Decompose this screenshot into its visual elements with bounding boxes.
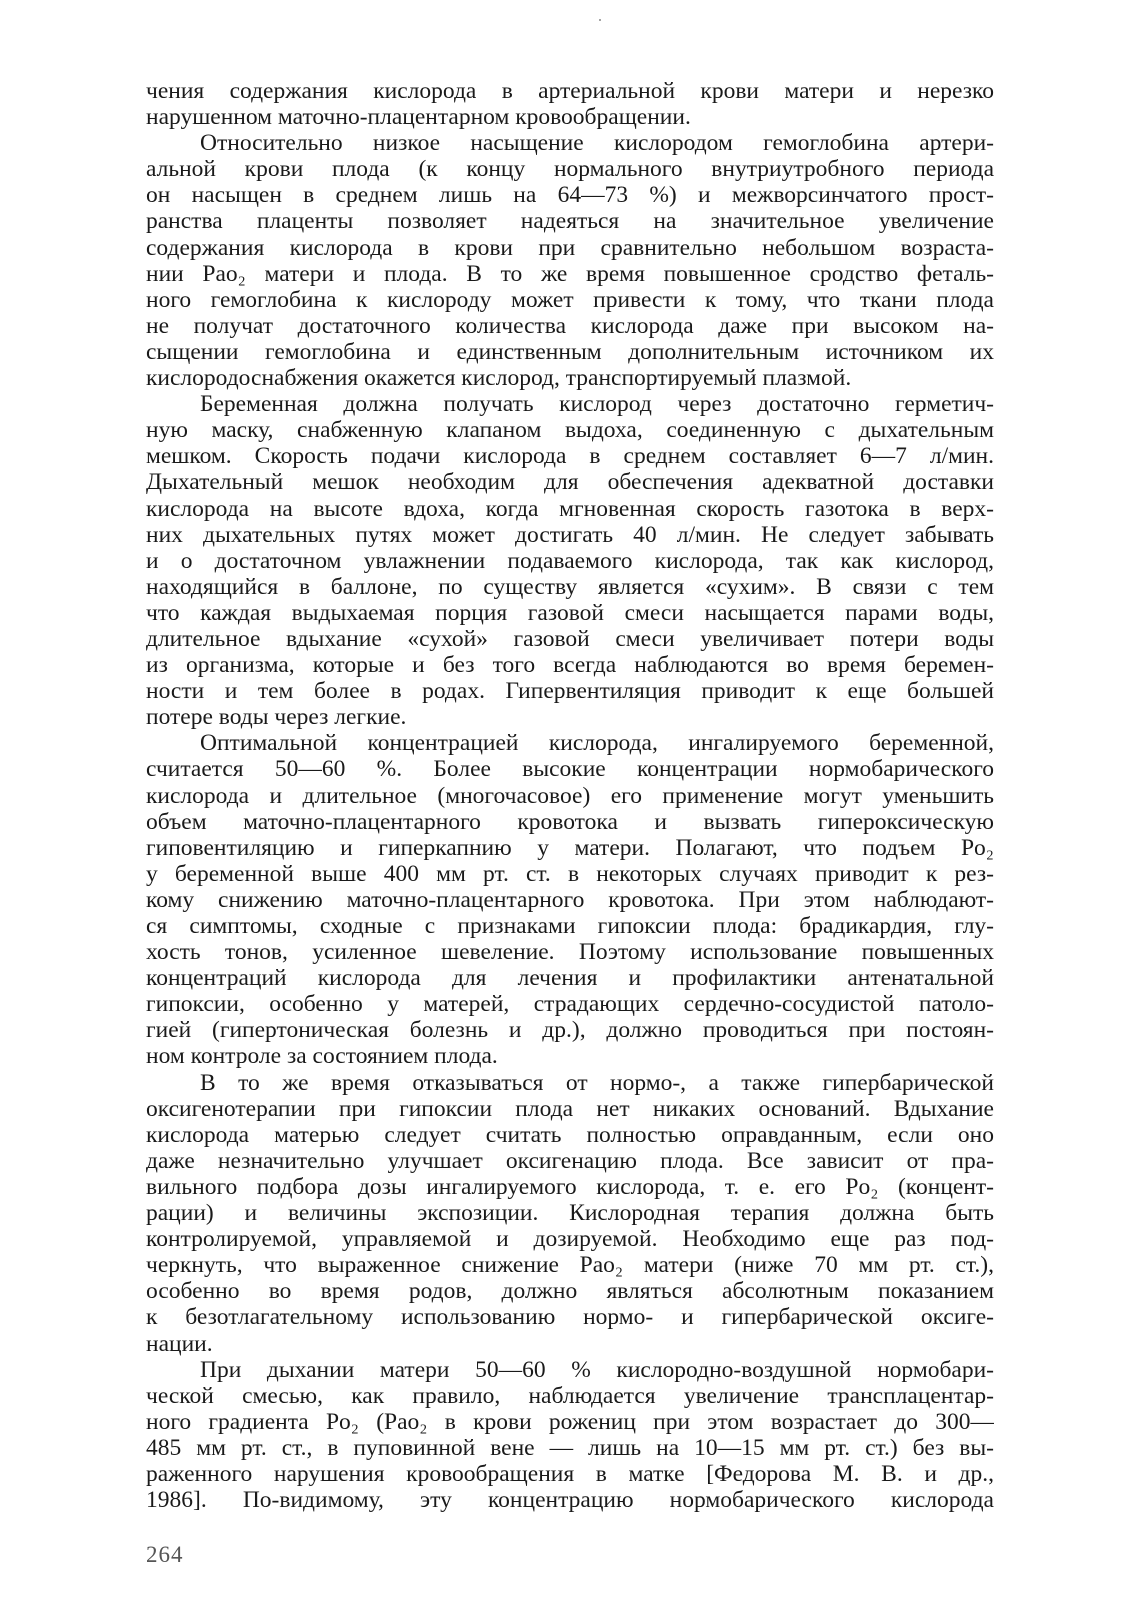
text-line: хость тонов, усиленное шевеление. Поэтому использование повышенных bbox=[146, 939, 994, 966]
text-line: концентраций кислорода для лечения и профилактики антенатальной bbox=[146, 965, 994, 992]
text-line: вильного подбора дозы ингалируемого кислорода, т. е. его Po₂ (концент- bbox=[146, 1173, 994, 1200]
text-line: Беременная должна получать кислород через достаточно герметич- bbox=[200, 391, 994, 418]
text-line: длительное вдыхание «сухой» газовой смеси увеличивает потери воды bbox=[146, 625, 994, 652]
text-line: Дыхательный мешок необходим для обеспечения адекватной доставки bbox=[146, 469, 994, 496]
text-line: ранства плаценты позволяет надеяться на значительное увеличение bbox=[146, 208, 994, 235]
text-line: 485 мм рт. ст., в пуповинной вене — лишь на 10—15 мм рт. ст.) без вы- bbox=[146, 1434, 994, 1461]
text-line: них дыхательных путях может достигать 40 л/мин. Не следует забывать bbox=[146, 521, 994, 548]
text-line: сыщении гемоглобина и единственным дополнительным источником их bbox=[146, 338, 994, 365]
text-line: он насыщен в среднем лишь на 64—73 %) и межворсинчатого прост- bbox=[146, 182, 994, 209]
text-line: альной крови плода (к концу нормального внутриутробного периода bbox=[146, 156, 994, 183]
text-line: объем маточно-плацентарного кровотока и вызвать гипероксическую bbox=[146, 808, 994, 835]
text-line: мешком. Скорость подачи кислорода в среднем составляет 6—7 л/мин. bbox=[146, 443, 994, 470]
text-line: к безотлагательному использованию нормо- и гипербарической оксиге- bbox=[146, 1304, 994, 1331]
text-line: В то же время отказываться от нормо-, а также гипербарической bbox=[200, 1069, 994, 1096]
text-line: Относительно низкое насыщение кислородом гемоглобина артери- bbox=[200, 130, 994, 157]
text-line: из организма, которые и без того всегда наблюдаются во время беремен- bbox=[146, 652, 994, 679]
text-line: содержания кислорода в крови при сравнительно небольшом возраста- bbox=[146, 234, 994, 261]
text-line: ся симптомы, сходные с признаками гипоксии плода: брадикардия, глу- bbox=[146, 913, 994, 939]
text-line: кислородоснабжения окажется кислород, транспортируемый плазмой. bbox=[146, 365, 852, 392]
text-line: ности и тем более в родах. Гипервентиляция приводит к еще большей bbox=[146, 678, 994, 705]
text-line: ческой смесью, как правило, наблюдается увеличение трансплацентар- bbox=[146, 1382, 994, 1409]
text-line: оксигенотерапии при гипоксии плода нет никаких оснований. Вдыхание bbox=[146, 1095, 994, 1122]
text-line: ном контроле за состоянием плода. bbox=[146, 1043, 498, 1070]
text-line: находящийся в баллоне, по существу является «сухим». В связи с тем bbox=[146, 573, 994, 600]
text-line: ного гемоглобина к кислороду может привести к тому, что ткани плода bbox=[146, 286, 994, 313]
text-line: кислорода матерью следует считать полностью оправданным, если оно bbox=[146, 1121, 994, 1148]
text-body bbox=[146, 78, 994, 1513]
text-line: и о достаточном увлажнении подаваемого кислорода, так как кислород, bbox=[146, 547, 994, 574]
text-line: кому снижению маточно-плацентарного кровотока. При этом наблюдают- bbox=[146, 886, 994, 913]
text-line: кислорода и длительное (многочасовое) его применение могут уменьшить bbox=[146, 782, 994, 809]
text-line: рации) и величины экспозиции. Кислородная терапия должна быть bbox=[146, 1200, 994, 1227]
text-line: При дыхании матери 50—60 % кислородно-воздушной нормобари- bbox=[200, 1356, 994, 1383]
text-line: ную маску, снабженную клапаном выдоха, соединенную с дыхательным bbox=[146, 417, 994, 444]
page-number: 264 bbox=[146, 1542, 184, 1567]
text-line: контролируемой, управляемой и дозируемой. Необходимо еще раз под- bbox=[146, 1226, 994, 1253]
text-line: раженного нарушения кровообращения в матке [Федорова М. В. и др., bbox=[146, 1460, 994, 1487]
text-line: у беременной выше 400 мм рт. ст. в некоторых случаях приводит к рез- bbox=[146, 860, 994, 887]
text-line: даже незначительно улучшает оксигенацию плода. Все зависит от пра- bbox=[146, 1147, 994, 1174]
text-line: потере воды через легкие. bbox=[146, 704, 407, 731]
text-line: нации. bbox=[146, 1330, 213, 1357]
text-line: Оптимальной концентрацией кислорода, ингалируемого беременной, bbox=[200, 730, 994, 757]
print-speck bbox=[599, 19, 601, 21]
text-line: гипоксии, особенно у матерей, страдающих сердечно-сосудистой патоло- bbox=[146, 991, 994, 1018]
text-line: считается 50—60 %. Более высокие концентрации нормобарического bbox=[146, 756, 994, 783]
text-line: черкнуть, что выраженное снижение Pao₂ матери (ниже 70 мм рт. ст.), bbox=[146, 1252, 994, 1279]
text-line: особенно во время родов, должно являться абсолютным показанием bbox=[146, 1278, 994, 1305]
text-line: что каждая выдыхаемая порция газовой смеси насыщается парами воды, bbox=[146, 599, 994, 626]
text-line: гией (гипертоническая болезнь и др.), должно проводиться при постоян- bbox=[146, 1017, 994, 1044]
text-line: гиповентиляцию и гиперкапнию у матери. Полагают, что подъем Po₂ bbox=[146, 834, 994, 861]
text-line: не получат достаточного количества кислорода даже при высоком на- bbox=[146, 312, 994, 339]
text-line: чения содержания кислорода в артериальной крови матери и нерезко bbox=[146, 78, 994, 104]
text-line: 1986]. По-видимому, эту концентрацию нормобарического кислорода bbox=[146, 1487, 994, 1514]
text-line: кислорода на высоте вдоха, когда мгновенная скорость газотока в верх- bbox=[146, 495, 994, 522]
text-line: нарушенном маточно-плацентарном кровообращении. bbox=[146, 104, 691, 131]
text-line: ного градиента Po₂ (Pao₂ в крови рожениц при этом возрастает до 300— bbox=[146, 1408, 994, 1435]
text-line: нии Pao₂ матери и плода. В то же время повышенное сродство феталь- bbox=[146, 260, 994, 287]
